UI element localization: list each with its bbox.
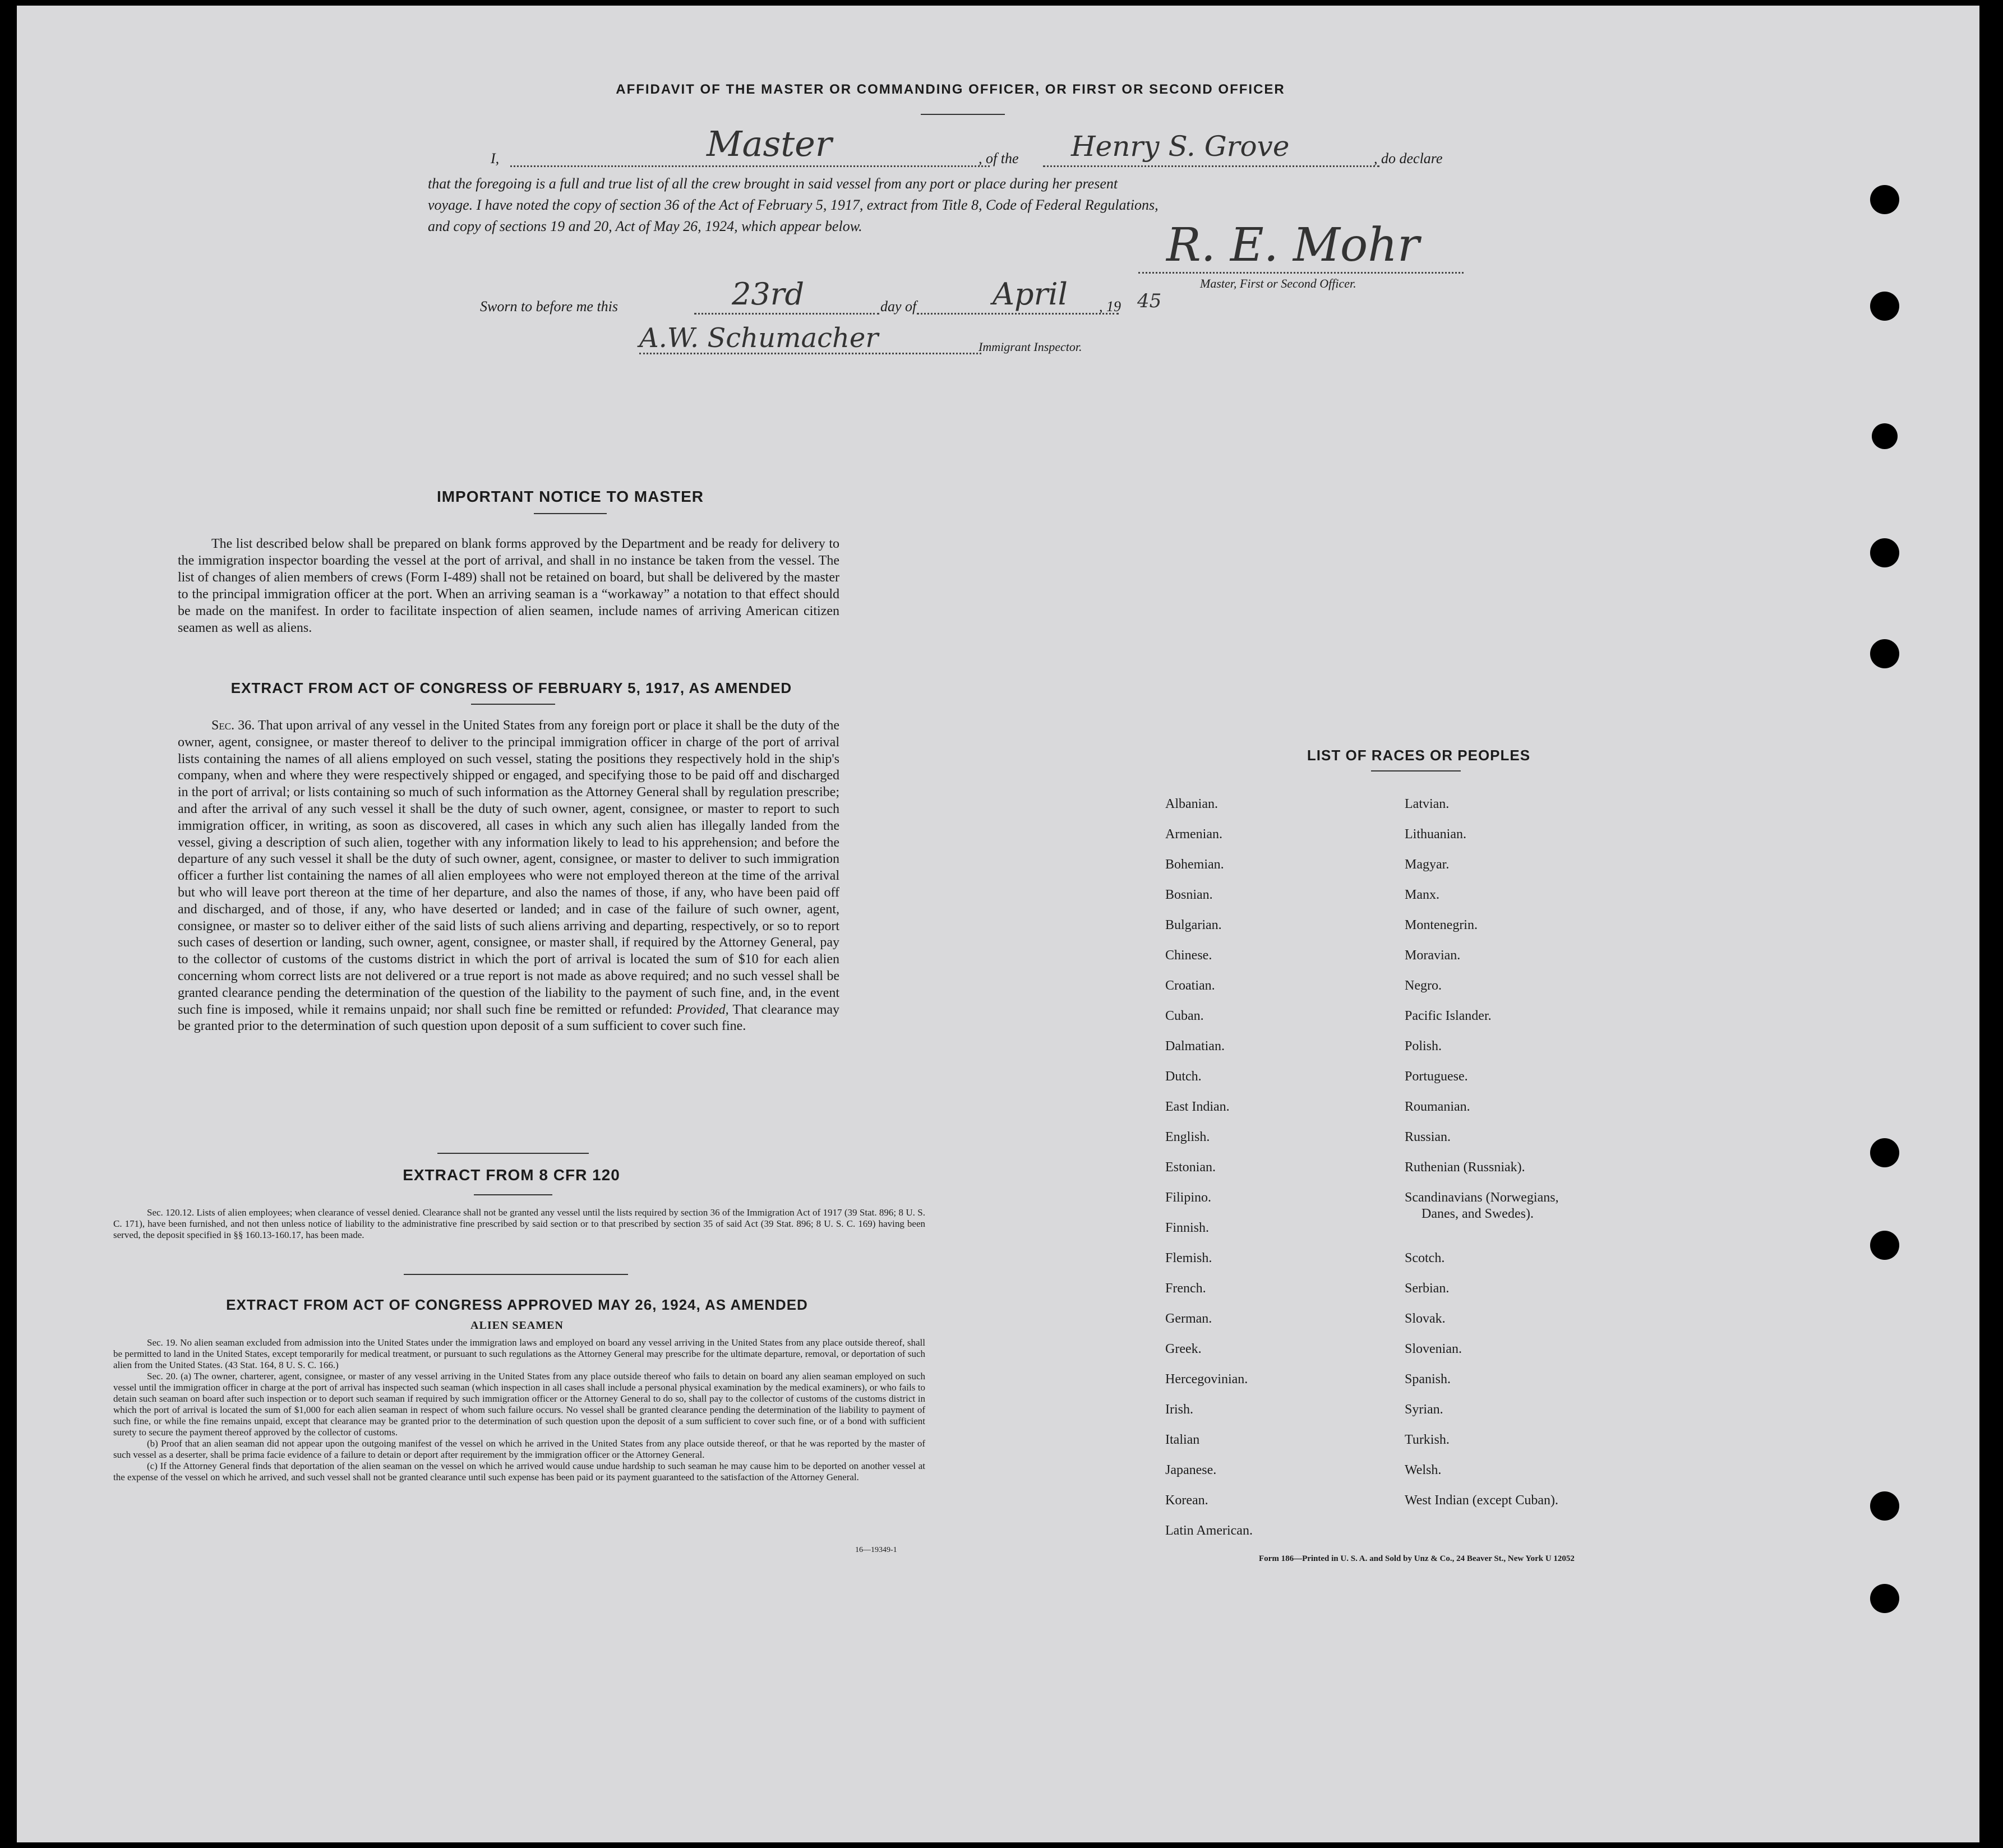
- alien-seamen-subtitle: ALIEN SEAMEN: [470, 1319, 564, 1332]
- race-item: West Indian (except Cuban).: [1405, 1493, 1558, 1508]
- race-item: Ruthenian (Russniak).: [1405, 1160, 1525, 1175]
- vessel-blank: [1043, 165, 1379, 167]
- manifest-page: [17, 6, 1979, 1842]
- races-rule: [1371, 770, 1461, 771]
- inspector-signature: A.W. Schumacher: [639, 322, 879, 354]
- master-signature: R. E. Mohr: [1166, 219, 1420, 272]
- race-item: Serbian.: [1405, 1281, 1450, 1296]
- affidavit-line4: and copy of sections 19 and 20, Act of May 26, 1924, which appear below.: [428, 218, 862, 234]
- sec20c-text: (c) If the Attorney General finds that deportation of the alien seaman on the vessel on which he arrived would cause undue hardship to such seaman he may cause him to be deported on another vessel at the expense of the vessel on which he arrived, and such vessel shall not be granted clearance until such expense has been paid or its payment guaranteed to the satisfaction of the Attorney General.: [113, 1461, 925, 1482]
- do-declare-label: , do declare: [1374, 150, 1443, 167]
- affidavit-title: AFFIDAVIT OF THE MASTER OR COMMANDING OFFICER, OR FIRST OR SECOND OFFICER: [616, 82, 1285, 97]
- extract1917-rule: [471, 704, 555, 705]
- form-code: 16—19349-1: [855, 1546, 897, 1554]
- punch-hole: [1870, 1138, 1899, 1167]
- race-item: Croatian.: [1165, 978, 1215, 993]
- race-item: Armenian.: [1165, 827, 1222, 842]
- day-blank: [694, 313, 879, 315]
- race-item: Pacific Islander.: [1405, 1009, 1492, 1023]
- race-item: Negro.: [1405, 978, 1442, 993]
- sec20b-text: (b) Proof that an alien seaman did not appear upon the outgoing manifest of the vessel on which he arrived in the United States from any place outside thereof, or that he was reported by the master of such vessel as a deserter, shall be prima facie evidence of a failure to detain or deport after requirement by the immigration officer or the Attorney General.: [113, 1438, 925, 1460]
- inspector-line: [639, 353, 981, 354]
- race-item: Scotch.: [1405, 1251, 1445, 1265]
- race-item: Russian.: [1405, 1130, 1451, 1144]
- cfr-rule: [474, 1194, 552, 1195]
- race-item: German.: [1165, 1311, 1212, 1326]
- punch-hole: [1872, 423, 1898, 449]
- race-item: Spanish.: [1405, 1372, 1451, 1387]
- provided-label: Provided,: [676, 1002, 729, 1017]
- race-item: Polish.: [1405, 1039, 1442, 1054]
- signature-caption: Master, First or Second Officer.: [1200, 276, 1356, 290]
- affidavit-line2: that the foregoing is a full and true list of all the crew brought in said vessel from any port or place during her present: [428, 175, 1118, 192]
- race-item: Lithuanian.: [1405, 827, 1466, 842]
- month-blank: [917, 313, 1119, 315]
- signature-line: [1138, 272, 1464, 274]
- inspector-caption: Immigrant Inspector.: [979, 340, 1082, 354]
- year-handwritten: 45: [1137, 290, 1162, 312]
- race-item: Flemish.: [1165, 1251, 1212, 1265]
- race-item: Slovak.: [1405, 1311, 1446, 1326]
- race-item: Turkish.: [1405, 1433, 1450, 1447]
- race-item: Chinese.: [1165, 948, 1212, 963]
- act1924-rule-top: [404, 1274, 628, 1275]
- race-item: Dutch.: [1165, 1069, 1202, 1084]
- sec20a-text: Sec. 20. (a) The owner, charterer, agent, consignee, or master of any vessel arriving in the United States from any place outside thereof who fails to detain on board any alien seaman employed on such vessel until the immigration officer in charge at the port of arrival has inspected such seaman (which inspection in all cases shall include a personal physical examination by the medical examiners), or who fails to detain such seaman on board after such inspection or to deport such seaman if required by such immigration officer or the Attorney General to do so, shall pay to the collector of customs of the customs district in which the port of arrival is located the sum of $1,000 for each alien seaman in respect of whom such failure occurs. No vessel shall be granted clearance pending the determination of the liability to payment of such fine, or while the fine remains unpaid, except that clearance may be granted prior to the determination of such question upon the deposit of a sum sufficient to cover such fine, or of a bond with sufficient surety to secure the payment thereof approved by the collector of customs.: [113, 1371, 925, 1438]
- sec19-text: Sec. 19. No alien seaman excluded from admission into the United States under the immigration laws and employed on board any vessel arriving in the United States from any place outside thereof, shall be permitted to land in the United States, except temporarily for medical treatment, or pursuant to such regulations as the Attorney General may prescribe for the ultimate departure, removal, or deportation of such alien from the United States. (43 Stat. 164, 8 U. S. C. 166.): [113, 1337, 925, 1370]
- vessel-handwritten: Henry S. Grove: [1071, 130, 1290, 163]
- master-handwritten: Master: [707, 123, 832, 164]
- cfr-text: Sec. 120.12. Lists of alien employees; when clearance of vessel denied. Clearance shall not be granted any vessel until the lists required by section 36 of the Immigration Act of 1917 (39 Stat. 896; 8 U. S. C. 171), have been furnished, and not then unless notice of liability to the administrative fine prescribed by said section or to that prescribed by section 35 of said Act (39 Stat. 896; 8 U. S. C. 169) having been served, the deposit specified in §§ 160.13-160.17, has been made.: [113, 1207, 925, 1240]
- sec36-label: Sec. 36.: [211, 718, 255, 733]
- race-item: Bosnian.: [1165, 888, 1213, 902]
- race-item: East Indian.: [1165, 1099, 1230, 1114]
- race-item: Bulgarian.: [1165, 918, 1222, 932]
- act1924-title: EXTRACT FROM ACT OF CONGRESS APPROVED MAY 26, 1924, AS AMENDED: [226, 1296, 808, 1313]
- cfr-rule-top: [437, 1153, 589, 1154]
- punch-hole: [1870, 292, 1899, 321]
- day-of-label: day of: [880, 298, 917, 315]
- punch-hole: [1870, 1231, 1899, 1260]
- race-item: Greek.: [1165, 1342, 1202, 1356]
- race-item: Korean.: [1165, 1493, 1208, 1508]
- race-item: Albanian.: [1165, 797, 1218, 811]
- affidavit-line3: voyage. I have noted the copy of section 36 of the Act of February 5, 1917, extract from Title 8, Code of Federal Regulations,: [428, 197, 1159, 213]
- punch-hole: [1870, 1491, 1899, 1521]
- race-item: Italian: [1165, 1433, 1200, 1447]
- race-item: Cuban.: [1165, 1009, 1204, 1023]
- race-item: Japanese.: [1165, 1463, 1217, 1477]
- day-handwritten: 23rd: [732, 276, 805, 312]
- race-item: Scandinavians (Norwegians,: [1405, 1190, 1559, 1205]
- month-handwritten: April: [993, 276, 1068, 312]
- race-item-continuation: Danes, and Swedes).: [1422, 1207, 1534, 1221]
- extract1917-text: [178, 718, 839, 1035]
- race-item: Latin American.: [1165, 1523, 1253, 1538]
- race-item: Dalmatian.: [1165, 1039, 1225, 1054]
- race-item: Manx.: [1405, 888, 1439, 902]
- race-item: Moravian.: [1405, 948, 1461, 963]
- race-item: Finnish.: [1165, 1221, 1210, 1235]
- punch-hole: [1870, 1584, 1899, 1613]
- race-item: Irish.: [1165, 1402, 1193, 1417]
- punch-hole: [1870, 639, 1899, 668]
- punch-hole: [1870, 538, 1899, 567]
- race-item: Portuguese.: [1405, 1069, 1468, 1084]
- race-item: Bohemian.: [1165, 857, 1224, 872]
- year-prefix: , 19: [1099, 298, 1121, 315]
- race-item: Roumanian.: [1405, 1099, 1470, 1114]
- sworn-label: Sworn to before me this: [480, 298, 619, 315]
- extract1917-title: EXTRACT FROM ACT OF CONGRESS OF FEBRUARY 5, 1917, AS AMENDED: [230, 680, 792, 696]
- race-item: Slovenian.: [1405, 1342, 1462, 1356]
- race-item: Latvian.: [1405, 797, 1450, 811]
- of-the-label: , of the: [979, 150, 1019, 167]
- race-item: Hercegovinian.: [1165, 1372, 1248, 1387]
- punch-hole: [1870, 185, 1899, 214]
- cfr-title: EXTRACT FROM 8 CFR 120: [403, 1166, 620, 1184]
- race-item: Montenegrin.: [1405, 918, 1478, 932]
- sec36-body: That upon arrival of any vessel in the United States from any foreign port or place it shall be the duty of the owner, agent, consignee, or master thereof to deliver to the principal immigration officer in charge of the port of arrival lists containing the names of all aliens employed on such vessel, stating the positions they respectively hold in the ship's company, when and where they were respectively shipped or engaged, and specifying those to be paid off and discharged in the port of arrival; or lists containing so much of such information as the Attorney General shall by regulation prescribe; and after the arrival of any such vessel it shall be the duty of such owner, agent, consignee, or master to report to such immigration officer, in writing, as soon as discovered, all cases in which any such alien has illegally landed from the vessel, giving a description of such alien, together with any information likely to lead to his apprehension; and before the departure of any such vessel it shall be the duty of such owner, agent, consignee, or master to deliver to such immigration officer a further list containing the names of all alien employees who were not employed thereon at the time of the arrival but who will leave port thereon at the time of her departure, and also the names of those, if any, who have been paid off and discharged, and of those, if any, who have deserted or landed; and in case of the failure of such owner, agent, consignee, or master so to deliver either of the said lists of such aliens arriving and departing, respectively, or so to report such cases of desertion or landing, such owner, agent, consignee, or master shall, if required by the Attorney General, pay to the collector of customs of the customs district in which the port of arrival is located the sum of $10 for each alien concerning whom correct lists are not delivered or a true report is not made as above required; and no such vessel shall be granted clearance pending the determination of the question of the liability to the payment of such fine, and, in the event such fine is imposed, while it remains unpaid; nor shall such fine be remitted or refunded:: [178, 718, 839, 1017]
- sec36-end: That clearance may be granted prior to the determination of such question upon deposit of a sum sufficient to cover such fine.: [178, 1002, 840, 1034]
- races-title: LIST OF RACES OR PEOPLES: [1307, 747, 1531, 764]
- printer-imprint: Form 186—Printed in U. S. A. and Sold by Unz & Co., 24 Beaver St., New York U 12052: [1259, 1554, 1575, 1563]
- act1924-body: [113, 1337, 925, 1483]
- race-item: Estonian.: [1165, 1160, 1216, 1175]
- race-item: Welsh.: [1405, 1463, 1442, 1477]
- notice-text: The list described below shall be prepared on blank forms approved by the Department and be ready for delivery to the immigration inspector boarding the vessel at the port of arrival, and shall in no instance be taken from the vessel. The list of changes of alien members of crews (Form I-489) shall not be retained on board, but shall be delivered by the master to the principal immigration officer at the port. When an arriving seaman is a “workaway” a notation to that effect should be made on the manifest. In order to facilitate inspection of alien seamen, include names of arriving American citizen seamen as well as aliens.: [178, 537, 839, 635]
- race-item: French.: [1165, 1281, 1206, 1296]
- notice-rule: [534, 513, 607, 514]
- name-blank: [510, 165, 990, 167]
- race-item: Filipino.: [1165, 1190, 1212, 1205]
- i-label: I,: [491, 150, 500, 167]
- race-item: Syrian.: [1405, 1402, 1443, 1417]
- race-item: English.: [1165, 1130, 1210, 1144]
- race-item: Magyar.: [1405, 857, 1450, 872]
- notice-title: IMPORTANT NOTICE TO MASTER: [436, 488, 704, 505]
- title-rule: [921, 114, 1005, 115]
